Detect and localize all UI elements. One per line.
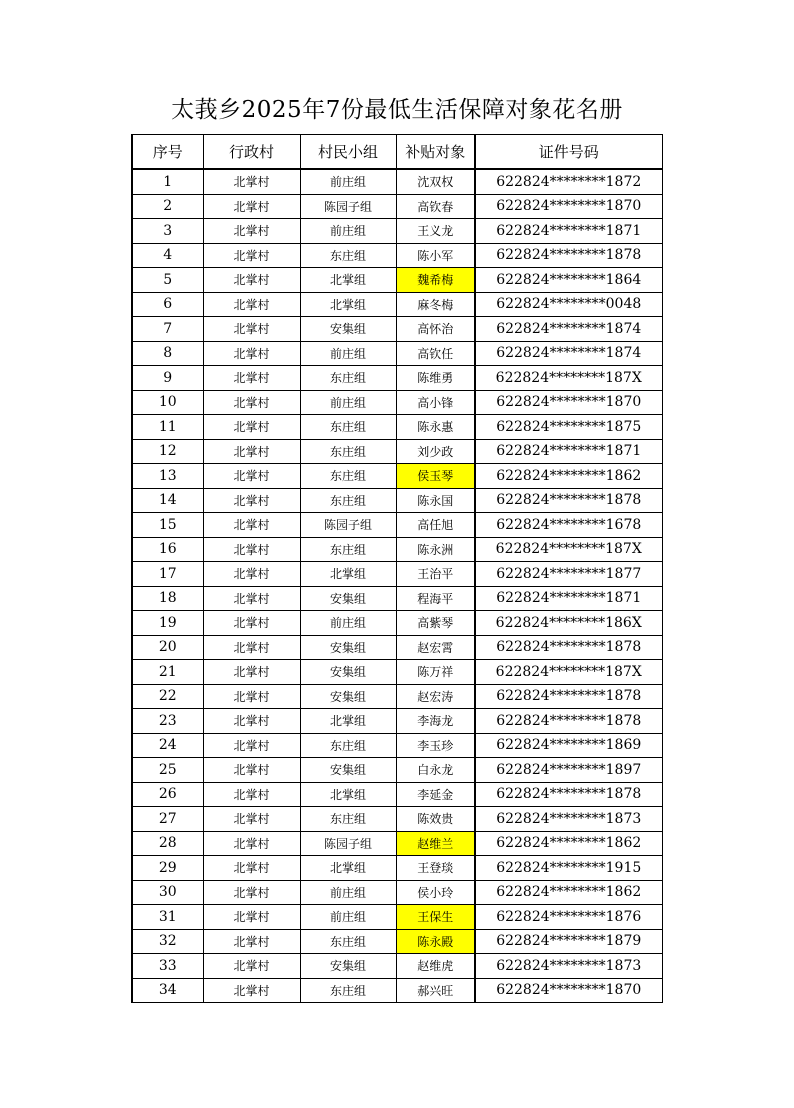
cell-group: 陈园子组 xyxy=(300,194,396,219)
cell-id-number: 622824********1870 xyxy=(475,978,662,1003)
cell-village: 北掌村 xyxy=(203,415,300,440)
cell-group: 安集组 xyxy=(300,660,396,685)
cell-recipient: 陈万祥 xyxy=(396,660,475,685)
cell-recipient: 王义龙 xyxy=(396,219,475,244)
cell-group: 东庄组 xyxy=(300,978,396,1003)
cell-id-number: 622824********1915 xyxy=(475,856,662,881)
table-row xyxy=(132,807,662,832)
cell-recipient: 高怀治 xyxy=(396,317,475,342)
table-row xyxy=(132,611,662,636)
cell-village: 北掌村 xyxy=(203,268,300,293)
cell-group: 安集组 xyxy=(300,586,396,611)
cell-village: 北掌村 xyxy=(203,243,300,268)
table-body xyxy=(132,169,662,1003)
cell-village: 北掌村 xyxy=(203,978,300,1003)
table-row xyxy=(132,660,662,685)
cell-village: 北掌村 xyxy=(203,390,300,415)
cell-id-number: 622824********1878 xyxy=(475,243,662,268)
cell-seq: 30 xyxy=(132,880,203,905)
cell-seq: 5 xyxy=(132,268,203,293)
cell-group: 东庄组 xyxy=(300,243,396,268)
cell-seq: 34 xyxy=(132,978,203,1003)
cell-recipient: 李海龙 xyxy=(396,709,475,734)
cell-group: 前庄组 xyxy=(300,219,396,244)
cell-id-number: 622824********0048 xyxy=(475,292,662,317)
table-row xyxy=(132,929,662,954)
cell-id-number: 622824********1864 xyxy=(475,268,662,293)
cell-seq: 24 xyxy=(132,733,203,758)
cell-recipient: 郝兴旺 xyxy=(396,978,475,1003)
table-row xyxy=(132,488,662,513)
cell-recipient: 陈小军 xyxy=(396,243,475,268)
cell-group: 北掌组 xyxy=(300,268,396,293)
cell-group: 东庄组 xyxy=(300,366,396,391)
cell-id-number: 622824********186X xyxy=(475,611,662,636)
cell-village: 北掌村 xyxy=(203,733,300,758)
cell-seq: 19 xyxy=(132,611,203,636)
cell-group: 安集组 xyxy=(300,635,396,660)
cell-recipient: 魏希梅 xyxy=(396,268,475,293)
header-seq: 序号 xyxy=(132,135,203,170)
cell-id-number: 622824********1874 xyxy=(475,317,662,342)
cell-group: 东庄组 xyxy=(300,929,396,954)
cell-group: 陈园子组 xyxy=(300,831,396,856)
table-row xyxy=(132,317,662,342)
cell-recipient: 王登琰 xyxy=(396,856,475,881)
cell-village: 北掌村 xyxy=(203,366,300,391)
cell-seq: 22 xyxy=(132,684,203,709)
table-row xyxy=(132,635,662,660)
cell-recipient: 陈永惠 xyxy=(396,415,475,440)
document-title: 太莪乡2025年7份最低生活保障对象花名册 xyxy=(171,97,623,123)
cell-recipient: 程海平 xyxy=(396,586,475,611)
cell-seq: 13 xyxy=(132,464,203,489)
cell-recipient: 陈效贵 xyxy=(396,807,475,832)
cell-id-number: 622824********1873 xyxy=(475,807,662,832)
cell-recipient: 王治平 xyxy=(396,562,475,587)
cell-id-number: 622824********1878 xyxy=(475,782,662,807)
cell-village: 北掌村 xyxy=(203,586,300,611)
cell-group: 前庄组 xyxy=(300,341,396,366)
table-row xyxy=(132,341,662,366)
cell-recipient: 陈永殿 xyxy=(396,929,475,954)
cell-recipient: 陈维勇 xyxy=(396,366,475,391)
cell-group: 东庄组 xyxy=(300,537,396,562)
cell-village: 北掌村 xyxy=(203,782,300,807)
table-row xyxy=(132,954,662,979)
cell-recipient: 王保生 xyxy=(396,905,475,930)
cell-village: 北掌村 xyxy=(203,292,300,317)
table-row xyxy=(132,905,662,930)
header-id-number: 证件号码 xyxy=(475,135,662,170)
cell-village: 北掌村 xyxy=(203,660,300,685)
cell-village: 北掌村 xyxy=(203,611,300,636)
cell-id-number: 622824********187X xyxy=(475,537,662,562)
cell-seq: 28 xyxy=(132,831,203,856)
cell-group: 北掌组 xyxy=(300,292,396,317)
cell-id-number: 622824********187X xyxy=(475,366,662,391)
cell-id-number: 622824********1878 xyxy=(475,488,662,513)
cell-seq: 32 xyxy=(132,929,203,954)
cell-id-number: 622824********1874 xyxy=(475,341,662,366)
cell-group: 前庄组 xyxy=(300,169,396,194)
cell-id-number: 622824********1878 xyxy=(475,635,662,660)
table-row xyxy=(132,439,662,464)
cell-seq: 17 xyxy=(132,562,203,587)
table-row xyxy=(132,513,662,538)
table-row xyxy=(132,219,662,244)
cell-village: 北掌村 xyxy=(203,513,300,538)
cell-group: 东庄组 xyxy=(300,488,396,513)
cell-seq: 31 xyxy=(132,905,203,930)
cell-id-number: 622824********1873 xyxy=(475,954,662,979)
cell-seq: 27 xyxy=(132,807,203,832)
table-row xyxy=(132,831,662,856)
cell-recipient: 高紫琴 xyxy=(396,611,475,636)
cell-village: 北掌村 xyxy=(203,856,300,881)
cell-id-number: 622824********1872 xyxy=(475,169,662,194)
table-row xyxy=(132,758,662,783)
cell-id-number: 622824********1878 xyxy=(475,684,662,709)
cell-recipient: 赵维兰 xyxy=(396,831,475,856)
cell-recipient: 刘少政 xyxy=(396,439,475,464)
cell-recipient: 陈永洲 xyxy=(396,537,475,562)
cell-recipient: 白永龙 xyxy=(396,758,475,783)
cell-id-number: 622824********1877 xyxy=(475,562,662,587)
cell-group: 前庄组 xyxy=(300,880,396,905)
cell-recipient: 沈双权 xyxy=(396,169,475,194)
cell-village: 北掌村 xyxy=(203,929,300,954)
cell-id-number: 622824********1870 xyxy=(475,194,662,219)
cell-village: 北掌村 xyxy=(203,954,300,979)
table-row xyxy=(132,978,662,1003)
table-row xyxy=(132,366,662,391)
cell-group: 前庄组 xyxy=(300,611,396,636)
cell-seq: 10 xyxy=(132,390,203,415)
table-row xyxy=(132,194,662,219)
cell-village: 北掌村 xyxy=(203,684,300,709)
cell-recipient: 高任旭 xyxy=(396,513,475,538)
cell-id-number: 622824********1876 xyxy=(475,905,662,930)
cell-recipient: 赵宏霄 xyxy=(396,635,475,660)
cell-recipient: 赵维虎 xyxy=(396,954,475,979)
cell-recipient: 赵宏涛 xyxy=(396,684,475,709)
table-row xyxy=(132,684,662,709)
cell-village: 北掌村 xyxy=(203,439,300,464)
cell-group: 北掌组 xyxy=(300,782,396,807)
cell-seq: 23 xyxy=(132,709,203,734)
cell-id-number: 622824********1878 xyxy=(475,709,662,734)
cell-id-number: 622824********1871 xyxy=(475,586,662,611)
cell-id-number: 622824********1678 xyxy=(475,513,662,538)
table-row xyxy=(132,709,662,734)
cell-village: 北掌村 xyxy=(203,464,300,489)
cell-village: 北掌村 xyxy=(203,807,300,832)
cell-seq: 12 xyxy=(132,439,203,464)
cell-id-number: 622824********1870 xyxy=(475,390,662,415)
cell-id-number: 622824********187X xyxy=(475,660,662,685)
header-group: 村民小组 xyxy=(300,135,396,170)
cell-seq: 18 xyxy=(132,586,203,611)
cell-group: 前庄组 xyxy=(300,390,396,415)
cell-group: 东庄组 xyxy=(300,464,396,489)
cell-group: 东庄组 xyxy=(300,807,396,832)
cell-village: 北掌村 xyxy=(203,537,300,562)
cell-seq: 9 xyxy=(132,366,203,391)
cell-village: 北掌村 xyxy=(203,758,300,783)
cell-id-number: 622824********1862 xyxy=(475,831,662,856)
cell-group: 东庄组 xyxy=(300,439,396,464)
cell-recipient: 李玉珍 xyxy=(396,733,475,758)
cell-group: 安集组 xyxy=(300,317,396,342)
cell-village: 北掌村 xyxy=(203,562,300,587)
cell-recipient: 侯小玲 xyxy=(396,880,475,905)
header-row xyxy=(132,135,662,170)
cell-seq: 15 xyxy=(132,513,203,538)
table-row xyxy=(132,415,662,440)
cell-village: 北掌村 xyxy=(203,219,300,244)
cell-id-number: 622824********1871 xyxy=(475,219,662,244)
cell-seq: 20 xyxy=(132,635,203,660)
cell-seq: 21 xyxy=(132,660,203,685)
recipient-table xyxy=(131,134,663,1003)
cell-id-number: 622824********1869 xyxy=(475,733,662,758)
cell-group: 北掌组 xyxy=(300,562,396,587)
cell-id-number: 622824********1875 xyxy=(475,415,662,440)
cell-seq: 6 xyxy=(132,292,203,317)
table-row xyxy=(132,243,662,268)
cell-village: 北掌村 xyxy=(203,880,300,905)
cell-seq: 2 xyxy=(132,194,203,219)
cell-seq: 11 xyxy=(132,415,203,440)
cell-id-number: 622824********1862 xyxy=(475,880,662,905)
table-row xyxy=(132,856,662,881)
cell-group: 北掌组 xyxy=(300,856,396,881)
table-row xyxy=(132,390,662,415)
cell-seq: 1 xyxy=(132,169,203,194)
cell-village: 北掌村 xyxy=(203,169,300,194)
table-row xyxy=(132,586,662,611)
cell-recipient: 李延金 xyxy=(396,782,475,807)
cell-group: 东庄组 xyxy=(300,415,396,440)
table-row xyxy=(132,464,662,489)
cell-recipient: 侯玉琴 xyxy=(396,464,475,489)
cell-village: 北掌村 xyxy=(203,831,300,856)
cell-id-number: 622824********1897 xyxy=(475,758,662,783)
cell-seq: 29 xyxy=(132,856,203,881)
cell-seq: 33 xyxy=(132,954,203,979)
cell-seq: 3 xyxy=(132,219,203,244)
cell-recipient: 高钦春 xyxy=(396,194,475,219)
cell-id-number: 622824********1862 xyxy=(475,464,662,489)
cell-village: 北掌村 xyxy=(203,317,300,342)
cell-group: 安集组 xyxy=(300,684,396,709)
header-village: 行政村 xyxy=(203,135,300,170)
table-row xyxy=(132,880,662,905)
table-row xyxy=(132,292,662,317)
table-row xyxy=(132,537,662,562)
cell-seq: 14 xyxy=(132,488,203,513)
header-recipient: 补贴对象 xyxy=(396,135,475,170)
table-header xyxy=(132,135,662,170)
cell-village: 北掌村 xyxy=(203,194,300,219)
cell-seq: 7 xyxy=(132,317,203,342)
table-row xyxy=(132,733,662,758)
table-row xyxy=(132,169,662,194)
cell-recipient: 高小锋 xyxy=(396,390,475,415)
cell-village: 北掌村 xyxy=(203,635,300,660)
cell-group: 北掌组 xyxy=(300,709,396,734)
cell-recipient: 高钦任 xyxy=(396,341,475,366)
cell-village: 北掌村 xyxy=(203,709,300,734)
cell-id-number: 622824********1871 xyxy=(475,439,662,464)
table-row xyxy=(132,782,662,807)
table-row xyxy=(132,268,662,293)
cell-group: 前庄组 xyxy=(300,905,396,930)
cell-group: 东庄组 xyxy=(300,733,396,758)
cell-seq: 26 xyxy=(132,782,203,807)
cell-seq: 25 xyxy=(132,758,203,783)
cell-seq: 16 xyxy=(132,537,203,562)
cell-group: 安集组 xyxy=(300,758,396,783)
cell-group: 陈园子组 xyxy=(300,513,396,538)
cell-id-number: 622824********1879 xyxy=(475,929,662,954)
cell-seq: 4 xyxy=(132,243,203,268)
cell-recipient: 麻冬梅 xyxy=(396,292,475,317)
cell-recipient: 陈永国 xyxy=(396,488,475,513)
cell-village: 北掌村 xyxy=(203,488,300,513)
table-row xyxy=(132,562,662,587)
cell-village: 北掌村 xyxy=(203,341,300,366)
cell-seq: 8 xyxy=(132,341,203,366)
cell-group: 安集组 xyxy=(300,954,396,979)
cell-village: 北掌村 xyxy=(203,905,300,930)
